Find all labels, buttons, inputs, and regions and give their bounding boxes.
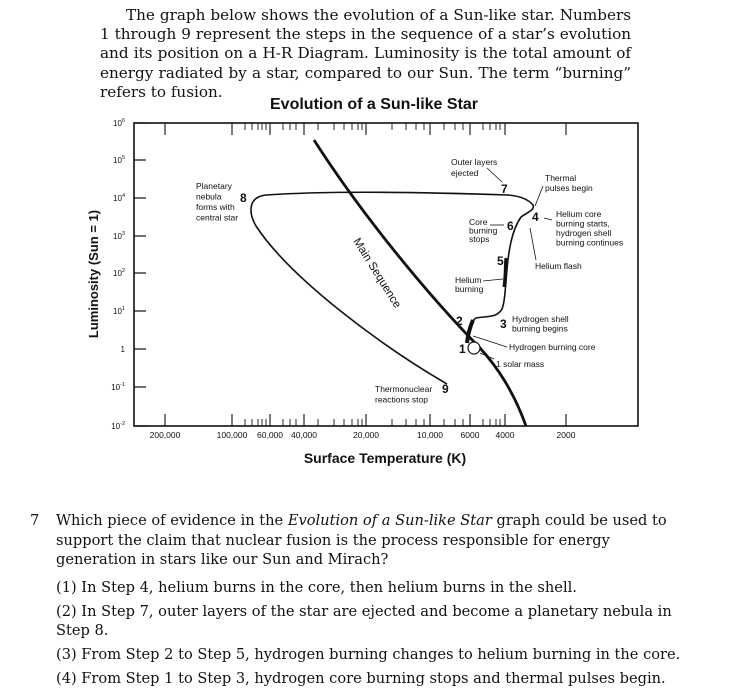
step-9-label-line-1: Thermonuclear xyxy=(375,384,433,394)
y-tick-exponent: 2 xyxy=(121,268,125,274)
y-tick-base: 10 xyxy=(111,383,121,392)
step-8-label-line-4: central star xyxy=(196,212,239,223)
step-8-label-line-1: Planetary xyxy=(196,181,232,191)
x-tick-label: 4000 xyxy=(495,430,515,440)
step-4-label-line-4: burning continues xyxy=(556,237,624,248)
y-tick-base: 10 xyxy=(113,194,122,203)
y-tick-exponent: 4 xyxy=(121,193,125,199)
x-tick-label: 10,000 xyxy=(417,430,443,440)
step-5-number: 5 xyxy=(497,254,504,268)
y-tick-exponent: 3 xyxy=(121,231,125,237)
answer-options xyxy=(56,578,690,689)
step-4-label-line-1: Helium core xyxy=(556,209,602,219)
thermal-pulses-label-line-1: Thermal xyxy=(545,173,577,183)
question-text-italic: Evolution of a Sun-like Star xyxy=(287,512,492,529)
y-tick-exponent: -1 xyxy=(120,382,125,388)
helium-flash-label: Helium flash xyxy=(535,261,582,271)
x-tick-label: 6000 xyxy=(460,430,480,440)
x-axis-title: Surface Temperature (K) xyxy=(303,450,467,466)
answer-option-1[interactable]: (1) In Step 4, helium burns in the core, then helium burns in the shell. xyxy=(56,578,577,596)
x-tick-label: 60,000 xyxy=(257,430,283,440)
y-axis-title: Luminosity (Sun = 1) xyxy=(86,209,101,339)
y-tick-base: 10 xyxy=(113,232,122,241)
pointer-thermal-pulses xyxy=(535,186,543,206)
step-6-label-line-1: Core xyxy=(469,217,488,227)
y-tick-exponent: 1 xyxy=(121,306,125,312)
y-tick-label xyxy=(113,155,125,165)
step-6-label-line-3: stops xyxy=(469,234,490,244)
pointer-helium-flash xyxy=(530,228,536,260)
step-9-label-line-2: reactions stop xyxy=(375,394,428,405)
step-6-number: 6 xyxy=(507,219,514,233)
x-tick-label: 200,000 xyxy=(149,430,181,440)
y-tick-label xyxy=(121,345,126,354)
step-7-number: 7 xyxy=(501,182,508,196)
step-3-label-line-2: burning begins xyxy=(512,323,568,334)
intro-text: The graph below shows the evolution of a Sun-like star. Numbers 1 through 9 represent the steps in the sequence of a star’s evolution and its position on a H-R Diagram. Luminosity is the total amount of energy radiated by a star, compared to our Sun. The term “burning” refers to fusion. xyxy=(100,6,631,101)
main-sequence-label: Main Sequence xyxy=(350,236,403,311)
step-3-label-line-1: Hydrogen shell xyxy=(512,314,569,324)
thermal-pulses-label-line-2: pulses begin xyxy=(545,183,593,193)
answer-option-2[interactable]: (2) In Step 7, outer layers of the star are ejected and become a planetary nebula in Step 8. xyxy=(56,602,672,639)
question-number: 7 xyxy=(30,512,40,529)
plot-frame xyxy=(134,123,638,426)
x-tick-label: 100,000 xyxy=(216,430,248,440)
step-8-label-line-3: forms with xyxy=(196,202,235,212)
step-1-number: 1 xyxy=(459,342,466,356)
y-tick-exponent: 6 xyxy=(121,118,125,124)
answer-option-3[interactable]: (3) From Step 2 to Step 5, hydrogen burning changes to helium burning in the core. xyxy=(56,646,681,663)
step-4-label-line-3: hydrogen shell xyxy=(556,228,612,238)
pointer-step-7 xyxy=(487,168,502,182)
x-tick-label: 40,000 xyxy=(291,430,317,440)
step-4-number: 4 xyxy=(532,210,539,224)
step-8-number: 8 xyxy=(240,191,247,205)
helium-burning-segment xyxy=(504,258,506,287)
y-tick-label xyxy=(111,382,125,392)
pointer-step-5 xyxy=(483,279,503,281)
step-9-number: 9 xyxy=(442,382,449,396)
question-text-after: graph could be used to support the claim that nuclear fusion is the process responsible for energy generation in stars like our Sun and Mirach? xyxy=(56,512,667,568)
y-tick-exponent: -2 xyxy=(120,421,125,427)
y-tick-base: 10 xyxy=(113,269,122,278)
start-point-marker xyxy=(468,342,480,354)
step-1-label: 1 solar mass xyxy=(496,359,545,369)
question-text-before: Which piece of evidence in the xyxy=(56,512,288,529)
step-3-number: 3 xyxy=(500,317,507,331)
y-tick-base: 10 xyxy=(113,156,122,165)
step-2-label: Hydrogen burning core xyxy=(509,342,596,352)
y-tick-label xyxy=(113,306,125,316)
y-tick-base: 10 xyxy=(113,119,122,128)
y-tick-base: 1 xyxy=(120,345,125,354)
y-tick-base: 10 xyxy=(111,422,121,431)
step-4-label-line-2: burning starts, xyxy=(556,218,610,229)
y-tick-label xyxy=(113,268,125,278)
step-7-label-line-1: Outer layers xyxy=(451,157,498,167)
step-5-label-line-1: Helium xyxy=(455,275,482,285)
y-tick-label xyxy=(111,421,125,431)
pointer-step-4 xyxy=(544,218,552,220)
question-stem xyxy=(56,511,690,570)
question-7 xyxy=(30,511,690,693)
y-tick-label xyxy=(113,193,125,203)
answer-option-4[interactable]: (4) From Step 1 to Step 3, hydrogen core burning stops and thermal pulses begin. xyxy=(56,670,666,687)
step-2-number: 2 xyxy=(456,314,463,328)
y-tick-label xyxy=(113,231,125,241)
step-5-label-line-2: burning xyxy=(455,284,484,294)
step-8-label-line-2: nebula xyxy=(196,191,222,202)
x-tick-label: 20,000 xyxy=(353,430,379,440)
y-tick-label xyxy=(113,118,125,128)
step-6-label-line-2: burning xyxy=(469,225,498,236)
y-tick-base: 10 xyxy=(113,307,122,316)
step-7-label-line-2: ejected xyxy=(451,168,479,178)
chart-title: Evolution of a Sun-like Star xyxy=(270,96,479,113)
x-tick-label: 2000 xyxy=(556,430,576,440)
y-tick-exponent: 5 xyxy=(121,155,125,161)
